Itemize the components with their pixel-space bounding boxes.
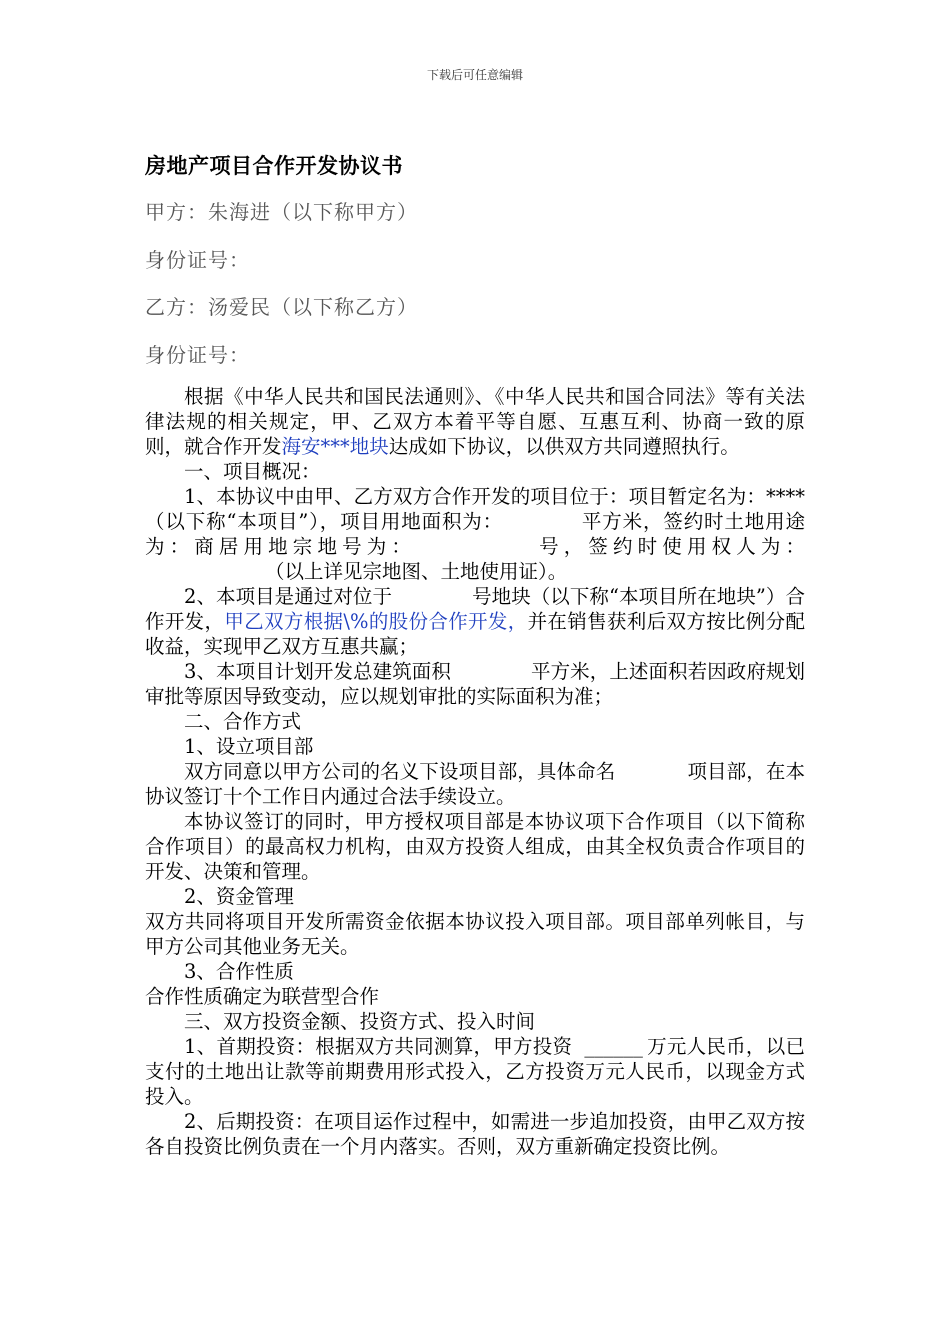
intro-text: 根据《中华人民共和国民法通则》、《中华人民共和国合同法》等有关法律法规的相关规定，甲、乙双方本着平等自愿、互惠互利、协商一致的原则，就合作开发: [145, 385, 805, 458]
party-a: 甲方：朱海进（以下称甲方）: [145, 200, 418, 224]
text: 平方米，签约时土地用途为：商居用地宗地号为：: [145, 510, 805, 558]
text: 1、本协议中由甲、乙方双方合作开发的项目位于：项目暂定名为：****（以下称“本项目”），项目用地面积为：: [145, 485, 805, 533]
section-2-sub-1-text: [145, 759, 805, 809]
blank-underline: ______: [584, 1035, 643, 1058]
text: （以上详见宗地图、土地使用证）。: [265, 560, 568, 583]
document-title: 房地产项目合作开发协议书: [145, 153, 403, 178]
text: 号地块（以下称“本项目所在地块”）合作开发，: [145, 585, 805, 633]
section-2-sub-1: 1、设立项目部: [184, 735, 314, 758]
section-1-title: 一、项目概况：: [184, 460, 321, 483]
section-1-item-3: [145, 659, 805, 709]
text: 1、首期投资：根据双方共同测算，甲方投资: [184, 1035, 573, 1058]
text: 2、本项目是通过对位于: [184, 585, 393, 608]
intro-text-end: 达成如下协议，以供双方共同遵照执行。: [388, 435, 740, 458]
section-2-sub-3: 3、合作性质: [184, 960, 294, 983]
party-a-id: 身份证号：: [145, 248, 250, 272]
intro-paragraph: [145, 384, 805, 459]
section-2-sub-2-text: 双方共同将项目开发所需资金依据本协议投入项目部。项目部单列帐目，与甲方公司其他业务无关。: [145, 910, 805, 958]
page-header: 下载后可任意编辑: [426, 68, 523, 82]
text: 项目部，在本协议签订十个工作日内通过合法手续设立。: [145, 760, 805, 808]
party-b-id: 身份证号：: [145, 343, 250, 367]
party-b: 乙方：汤爱民（以下称乙方）: [145, 295, 418, 319]
document-body: [145, 384, 805, 1159]
text: 3、本项目计划开发总建筑面积: [184, 660, 451, 683]
section-3-item-2: 2、后期投资：在项目运作过程中，如需进一步追加投资，由甲乙双方按各自投资比例负责在一个月内落实。否则，双方重新确定投资比例。: [145, 1110, 805, 1158]
share-clause: 甲乙双方根据\%的股份合作开发，: [224, 610, 528, 633]
text: 并在销售获利后双方按比例分配收益，实现甲乙双方互惠共赢；: [145, 610, 805, 658]
section-1-item-1: [145, 484, 805, 584]
text: 双方同意以甲方公司的名义下设项目部，具体命名: [184, 760, 616, 783]
section-3-item-1: [145, 1034, 805, 1109]
section-2-sub-1-text-2: 本协议签订的同时，甲方授权项目部是本协议项下合作项目（以下简称合作项目）的最高权力机构，由双方投资人组成，由其全权负责合作项目的开发、决策和管理。: [145, 810, 805, 883]
section-2-sub-2: 2、资金管理: [184, 885, 294, 908]
text: 万元人民币，以已支付的土地出让款等前期费用形式投入，乙方投资万元人民币，以现金方式投入。: [145, 1035, 805, 1108]
section-2-title: 二、合作方式: [184, 710, 302, 733]
text: 平方米，上述面积若因政府规划审批等原因导致变动，应以规划审批的实际面积为准；: [145, 660, 805, 708]
section-1-item-2: [145, 584, 805, 659]
text: 号，签约时使用权人为：: [534, 535, 805, 558]
section-3-title: 三、双方投资金额、投资方式、投入时间: [184, 1010, 536, 1033]
project-link: 海安***地块: [281, 435, 389, 458]
section-2-sub-3-text: 合作性质确定为联营型合作: [145, 985, 380, 1008]
